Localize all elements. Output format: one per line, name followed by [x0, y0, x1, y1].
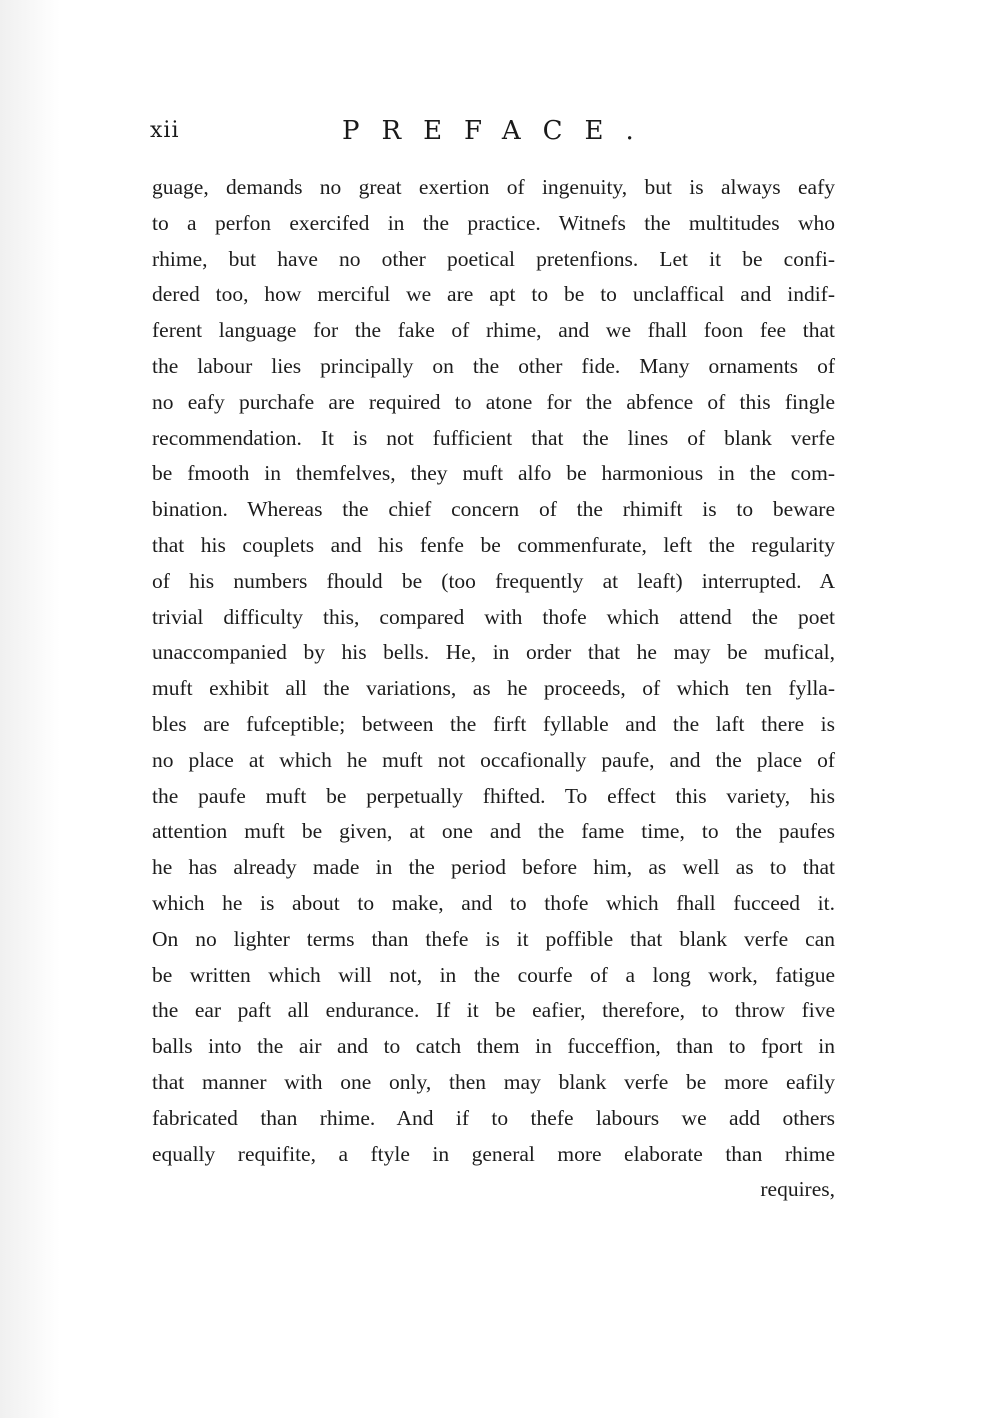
text-line: no place at which he muft not occafionally paufe, and the place of [152, 747, 835, 772]
text-line: of his numbers fhould be (too frequently at leaft) interrupted. A [152, 568, 835, 593]
text-line: On no lighter terms than thefe is it poffible that blank verfe can [152, 926, 835, 951]
text-line: balls into the air and to catch them in fucceffion, than to fport in [152, 1034, 835, 1059]
page-header [150, 116, 840, 156]
text-line: be written which will not, in the courfe of a long work, fatigue [152, 962, 835, 987]
text-line: he has already made in the period before him, as well as to that [152, 855, 835, 880]
text-line: the ear paft all endurance. If it be eafier, therefore, to throw five [152, 998, 835, 1023]
text-line: dered too, how merciful we are apt to be to unclaffical and indif- [152, 282, 835, 307]
text-line: attention muft be given, at one and the fame time, to the paufes [152, 819, 835, 844]
text-line: muft exhibit all the variations, as he proceeds, of which ten fylla- [152, 676, 835, 701]
text-line: bles are fufceptible; between the firft fyllable and the laft there is [152, 711, 835, 736]
text-line: the paufe muft be perpetually fhifted. To effect this variety, his [152, 783, 835, 808]
text-line: equally requifite, a ftyle in general more elaborate than rhime [152, 1141, 835, 1166]
page-number: xii [150, 118, 180, 143]
text-line: rhime, but have no other poetical pretenfions. Let it be confi- [152, 246, 835, 271]
text-line: recommendation. It is not fufficient that the lines of blank verfe [152, 425, 835, 450]
text-line: trivial difficulty this, compared with thofe which attend the poet [152, 604, 835, 629]
running-title: PREFACE. [342, 116, 656, 146]
text-line: which he is about to make, and to thofe which fhall fucceed it. [152, 890, 835, 915]
text-line: bination. Whereas the chief concern of the rhimift is to beware [152, 497, 835, 522]
catchword: requires, [760, 1177, 835, 1202]
text-line: be fmooth in themfelves, they muft alfo be harmonious in the com- [152, 461, 835, 486]
text-line: that his couplets and his fenfe be commenfurate, left the regularity [152, 532, 835, 557]
text-line: the labour lies principally on the other fide. Many ornaments of [152, 353, 835, 378]
text-line: to a perfon exercifed in the practice. Witnefs the multitudes who [152, 210, 835, 235]
text-line: guage, demands no great exertion of ingenuity, but is always eafy [152, 175, 835, 199]
body-text [152, 170, 835, 1208]
text-line: unaccompanied by his bells. He, in order that he may be mufical, [152, 640, 835, 665]
text-line: ferent language for the fake of rhime, and we fhall foon fee that [152, 318, 835, 343]
text-line: no eafy purchafe are required to atone for the abfence of this fingle [152, 389, 835, 414]
text-line: that manner with one only, then may blank verfe be more eafily [152, 1069, 835, 1094]
page-gutter-shadow [0, 0, 60, 1418]
text-line: fabricated than rhime. And if to thefe labours we add others [152, 1105, 835, 1130]
